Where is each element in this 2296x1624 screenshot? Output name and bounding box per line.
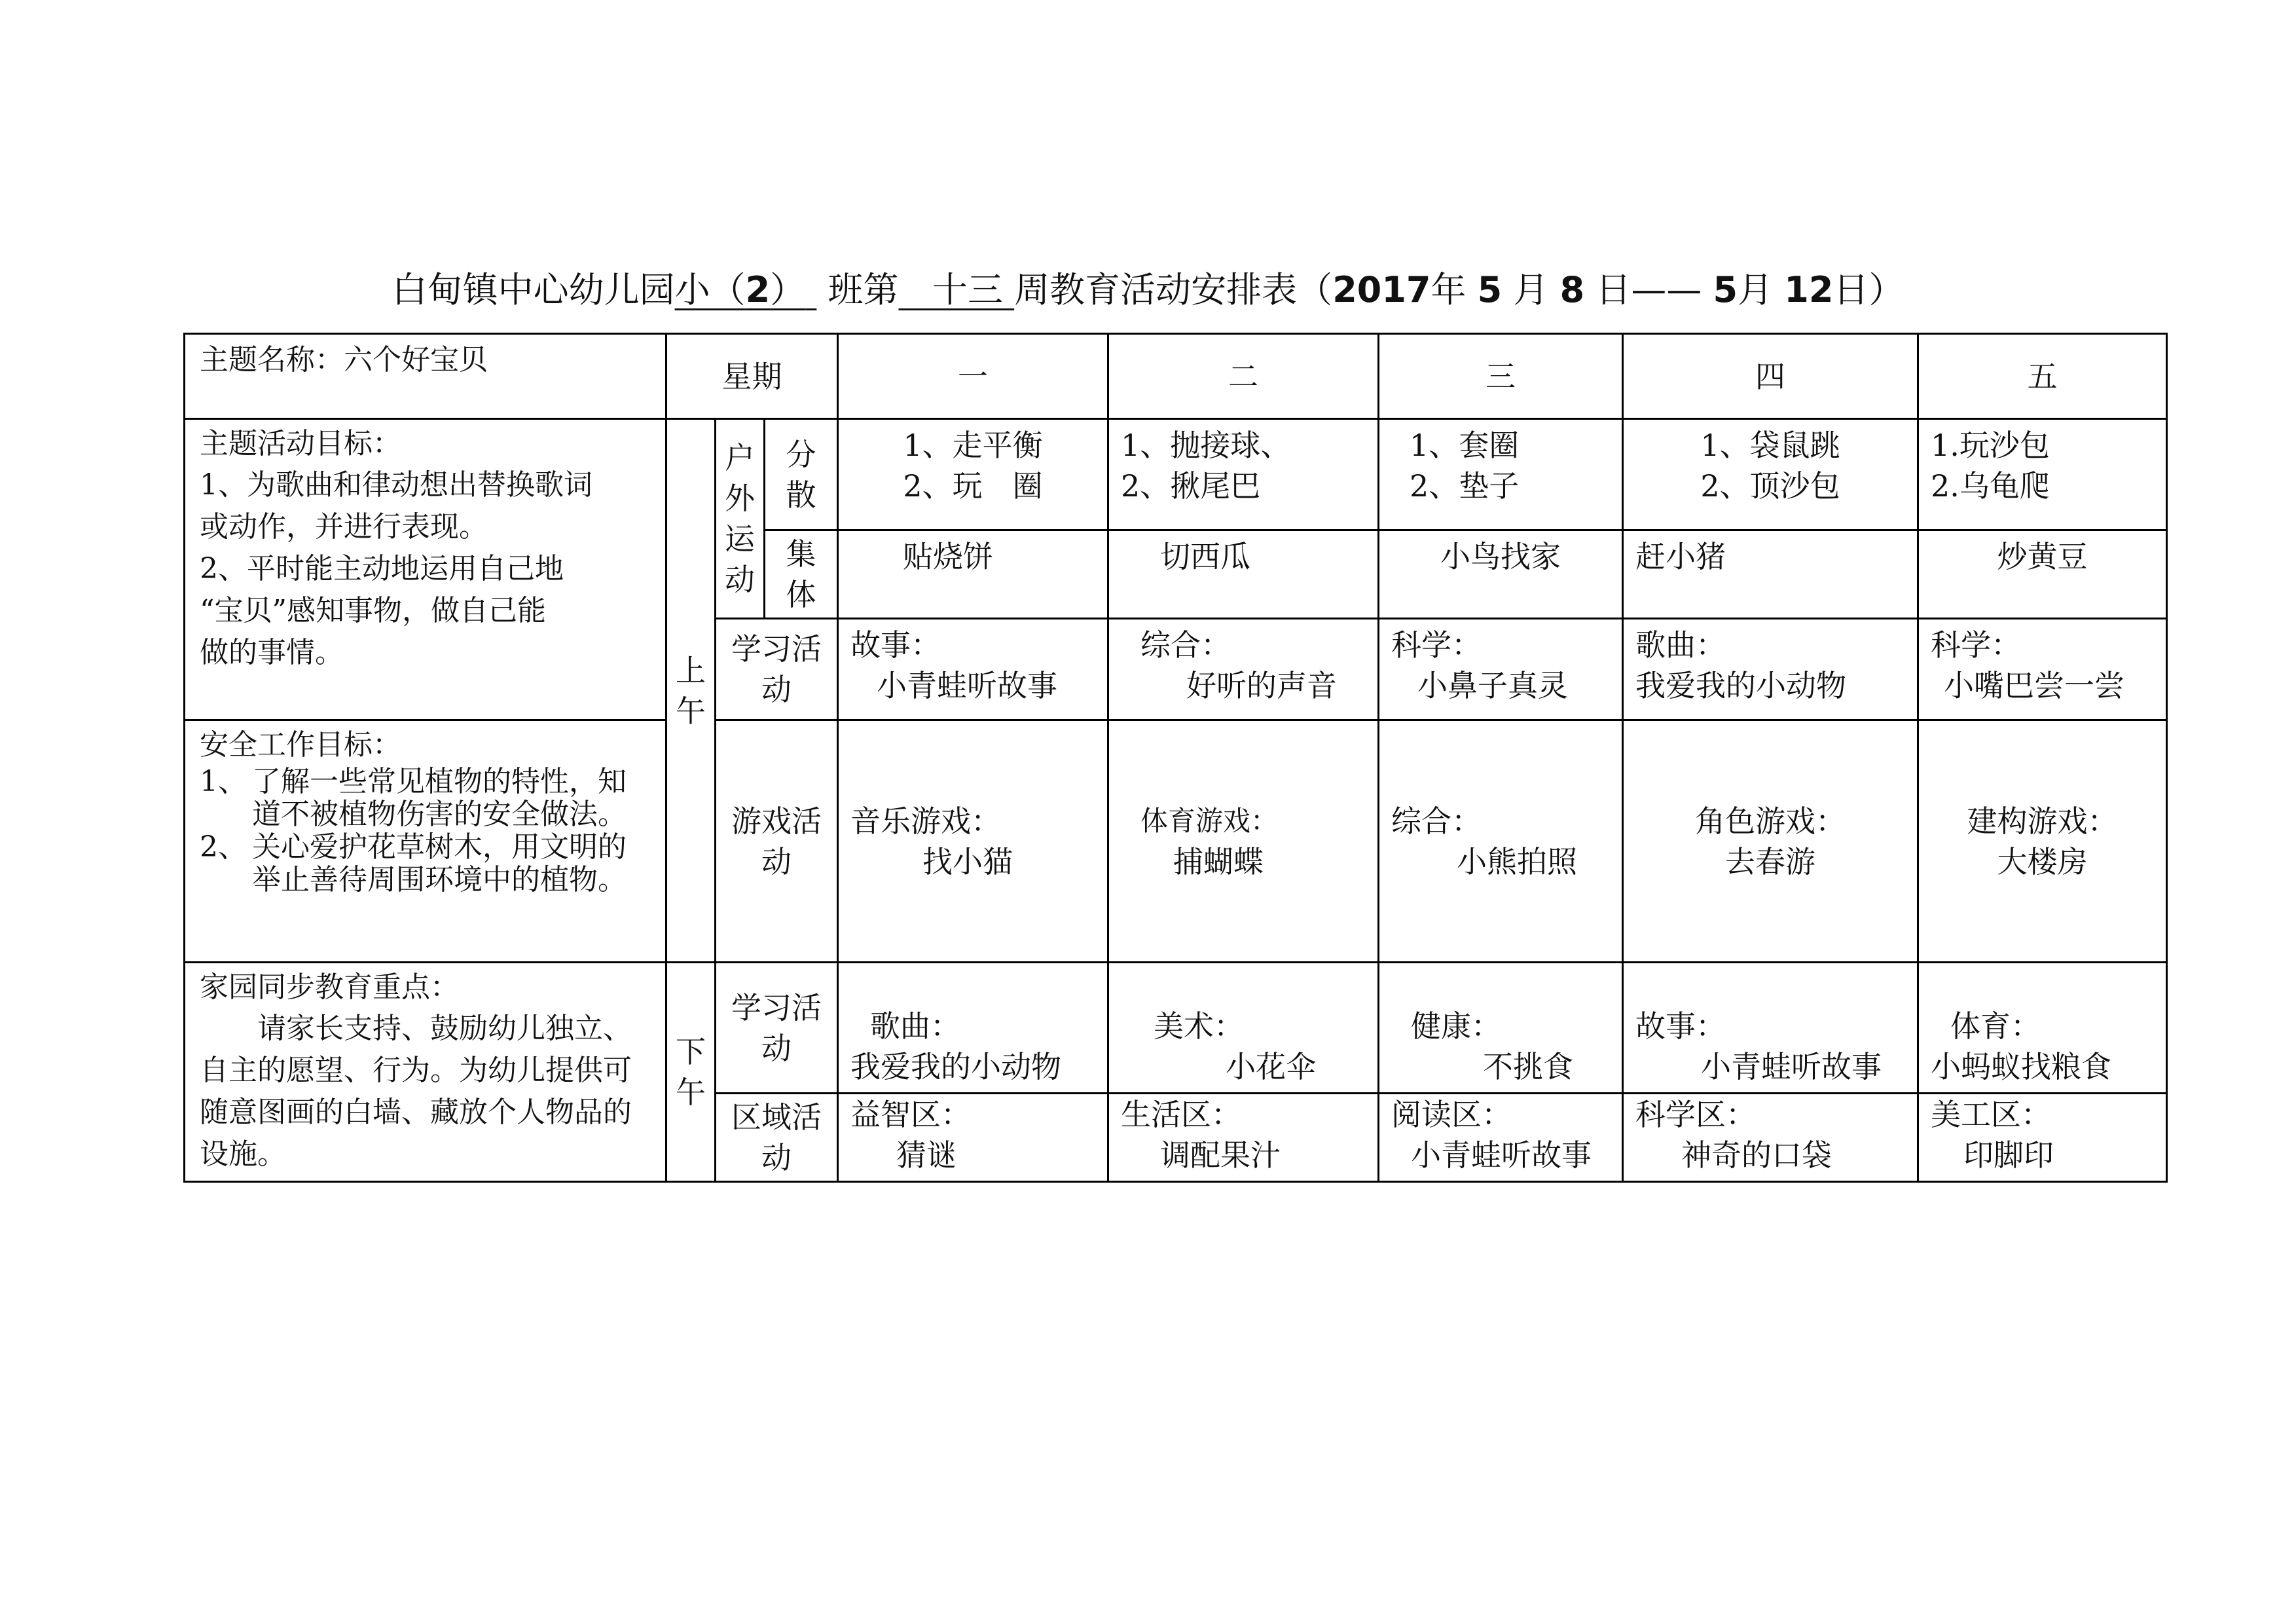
day-header-4: 四 (1623, 334, 1918, 419)
afternoon-char: 午 (676, 1075, 706, 1110)
game-cell-4: 角色游戏： 去春游 (1623, 720, 1918, 963)
pm-study-label: 学习活动 (716, 963, 838, 1094)
title-prefix: 白甸镇中心幼儿园 (392, 269, 675, 310)
goals-line: 或动作，并进行表现。 (200, 510, 488, 544)
pm-study-cell-5: 体育： 小蚂蚁找粮食 (1918, 963, 2167, 1094)
safety-item: 2、 关心爱护花草树木，用文明的举止善待周围环境中的植物。 (200, 830, 627, 896)
morning-char: 上 (676, 652, 706, 688)
scattered-cell-5: 1.玩沙包 2.乌龟爬 (1918, 419, 2167, 530)
day-header-2: 二 (1108, 334, 1379, 419)
area-label: 区域活动 (716, 1094, 838, 1182)
scattered-cell-4: 1、袋鼠跳 2、顶沙包 (1623, 419, 1918, 530)
safety-heading: 安全工作目标： (200, 728, 401, 762)
pm-study-cell-2: 美术： 小花伞 (1108, 963, 1379, 1094)
title-week: 十三 (932, 269, 1004, 310)
goals-cell (185, 419, 666, 720)
goals-line: 做的事情。 (200, 636, 344, 669)
scattered-cell-2: 1、抛接球、 2、揪尾巴 (1108, 419, 1379, 530)
schedule-table (183, 333, 2168, 1183)
title-end-day: 12 (1784, 269, 1834, 310)
pm-study-cell-1: 歌曲： 我爱我的小动物 (838, 963, 1108, 1094)
scattered-label: 分 散 (765, 419, 838, 530)
area-cell-1: 益智区： 猜谜 (838, 1094, 1108, 1182)
goals-line: 1、为歌曲和律动想出替换歌词 (200, 468, 592, 502)
game-cell-5: 建构游戏： 大楼房 (1918, 720, 2167, 963)
morning-char: 午 (676, 693, 706, 729)
group-label: 集 体 (765, 530, 838, 619)
group-cell-1: 贴烧饼 (838, 530, 1108, 619)
day-header-3: 三 (1379, 334, 1623, 419)
game-cell-2: 体育游戏： 捕蝴蝶 (1108, 720, 1379, 963)
am-study-cell-2: 综合： 好听的声音 (1108, 619, 1379, 720)
morning-label (666, 419, 716, 963)
title-end-month: 5 (1713, 269, 1738, 310)
scattered-cell-1: 1、走平衡 2、玩 圈 (838, 419, 1108, 530)
theme-value: 六个好宝贝 (344, 343, 488, 377)
day-header-5: 五 (1918, 334, 2167, 419)
area-cell-3: 阅读区： 小青蛙听故事 (1379, 1094, 1623, 1182)
group-cell-3: 小鸟找家 (1379, 530, 1623, 619)
afternoon-char: 下 (676, 1034, 706, 1069)
am-study-cell-4: 歌曲： 我爱我的小动物 (1623, 619, 1918, 720)
title-suffix: 周教育活动安排表（ (1014, 269, 1333, 310)
title-start-month: 5 (1477, 269, 1503, 310)
group-cell-4: 赶小猪 (1623, 530, 1918, 619)
theme-label: 主题名称： (200, 343, 344, 377)
safety-cell (185, 720, 666, 963)
area-cell-2: 生活区： 调配果汁 (1108, 1094, 1379, 1182)
area-cell-5: 美工区： 印脚印 (1918, 1094, 2167, 1182)
page-title: 白甸镇中心幼儿园小（2） 班第 十三 周教育活动安排表（2017年 5 月 8 日—— 5月 12日） (392, 269, 1904, 310)
pm-study-cell-3: 健康： 不挑食 (1379, 963, 1623, 1094)
safety-item: 1、 了解一些常见植物的特性，知道不被植物伤害的安全做法。 (200, 765, 627, 831)
game-label: 游戏活动 (716, 720, 838, 963)
home-heading: 家园同步教育重点： (200, 970, 459, 1004)
safety-list (200, 766, 651, 896)
afternoon-label (666, 963, 716, 1182)
outdoor-label: 户 外 运 动 (716, 419, 765, 619)
am-study-cell-5: 科学： 小嘴巴尝一尝 (1918, 619, 2167, 720)
goals-line: “宝贝”感知事物，做自己能 (200, 594, 546, 627)
area-cell-4: 科学区： 神奇的口袋 (1623, 1094, 1918, 1182)
game-row (185, 720, 2167, 963)
am-study-cell-3: 科学： 小鼻子真灵 (1379, 619, 1623, 720)
title-start-day: 8 (1559, 269, 1585, 310)
home-text: 请家长支持、鼓励幼儿独立、自主的愿望、行为。为幼儿提供可随意图画的白墙、藏放个人物品的设施。 (200, 1012, 632, 1171)
title-year: 2017 (1332, 269, 1431, 310)
theme-cell (185, 334, 666, 419)
scattered-cell-3: 1、套圈 2、垫子 (1379, 419, 1623, 530)
header-row (185, 334, 2167, 419)
group-cell-5: 炒黄豆 (1918, 530, 2167, 619)
home-cell (185, 963, 666, 1182)
scattered-row (185, 419, 2167, 530)
pm-study-cell-4: 故事： 小青蛙听故事 (1623, 963, 1918, 1094)
title-class: 小（2） (674, 269, 806, 310)
game-cell-1: 音乐游戏： 找小猫 (838, 720, 1108, 963)
goals-line: 2、平时能主动地运用自己地 (200, 552, 564, 585)
goals-heading: 主题活动目标： (200, 427, 401, 460)
pm-study-row (185, 963, 2167, 1094)
day-header-1: 一 (838, 334, 1108, 419)
am-study-label: 学习活动 (716, 619, 838, 720)
game-cell-3: 综合： 小熊拍照 (1379, 720, 1623, 963)
weekday-label: 星期 (666, 334, 838, 419)
title-mid: 班第 (828, 269, 899, 310)
am-study-cell-1: 故事： 小青蛙听故事 (838, 619, 1108, 720)
group-cell-2: 切西瓜 (1108, 530, 1379, 619)
